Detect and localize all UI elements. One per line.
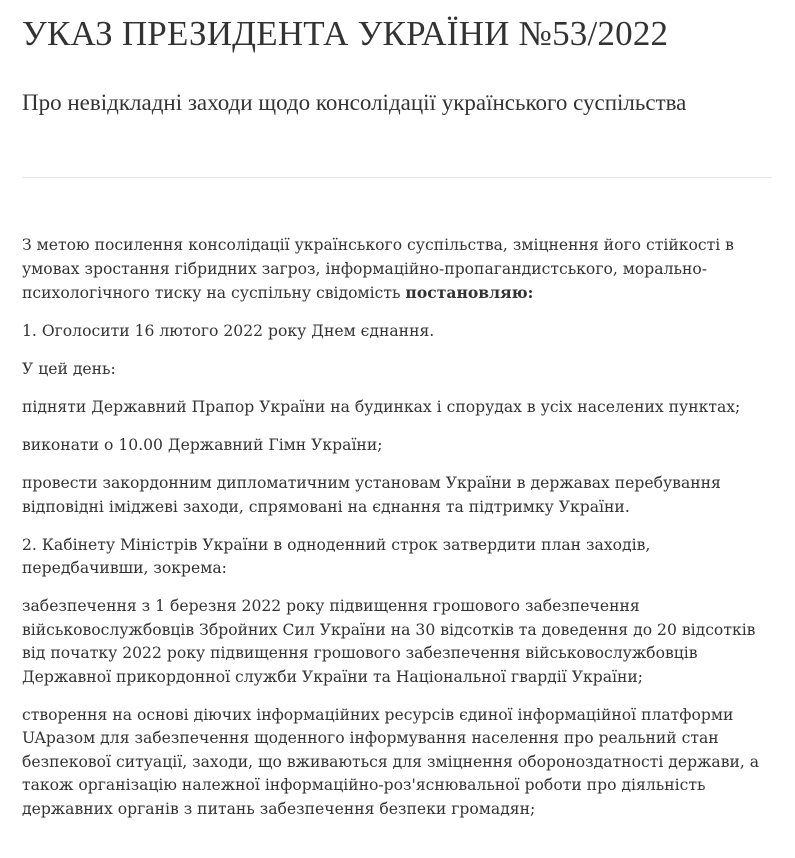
page-title: УКАЗ ПРЕЗИДЕНТА УКРАЇНИ №53/2022 [22, 14, 669, 53]
intro-emphasis: постановляю: [405, 283, 534, 302]
paragraph-6: 2. Кабінету Міністрів України в одноденний строк затвердити план заходів, передбачивши, зокрема: [22, 535, 651, 577]
divider [22, 177, 772, 178]
intro-text: З метою посилення консолідації українського суспільства, зміцнення його стійкості в умовах зростання гібридних загроз, інформаційно-пропагандистського, морально-психологічного тиску на суспільну свідомість [22, 236, 734, 302]
paragraph-8: створення на основі діючих інформаційних ресурсів єдиної інформаційної платформи UAразом для забезпечення щоденного інформування населення про реальний стан безпекової ситуації, заходи, що вживаються для зміцнення обороноздатності держави, а також організацію належної інформаційно-роз'яснювальної роботи про діяльність державних органів з питань забезпечення безпеки громадян; [22, 705, 760, 818]
page-subtitle: Про невідкладні заходи щодо консолідації українського суспільства [22, 90, 687, 115]
paragraph-1: 1. Оголосити 16 лютого 2022 року Днем єднання. [22, 322, 435, 340]
paragraph-7: забезпечення з 1 березня 2022 року підвищення грошового забезпечення військовослужбовців Збройних Сил України на 30 відсотків та доведення до 20 відсотків від початку 2022 року підвищення грошового забезпечення військовослужбовців Державної прикордонної служби України та Національної гвардії України; [22, 597, 756, 686]
paragraph-5: провести закордонним дипломатичним установам України в державах перебування відповідні іміджеві заходи, спрямовані на єднання та підтримку України. [22, 474, 721, 516]
paragraph-2: У цей день: [22, 360, 116, 378]
document-body [22, 234, 772, 836]
paragraph-3: підняти Державний Прапор України на будинках і спорудах в усіх населених пунктах; [22, 398, 741, 416]
paragraph-4: виконати о 10.00 Державний Гімн України; [22, 436, 383, 454]
intro-paragraph [22, 234, 772, 306]
